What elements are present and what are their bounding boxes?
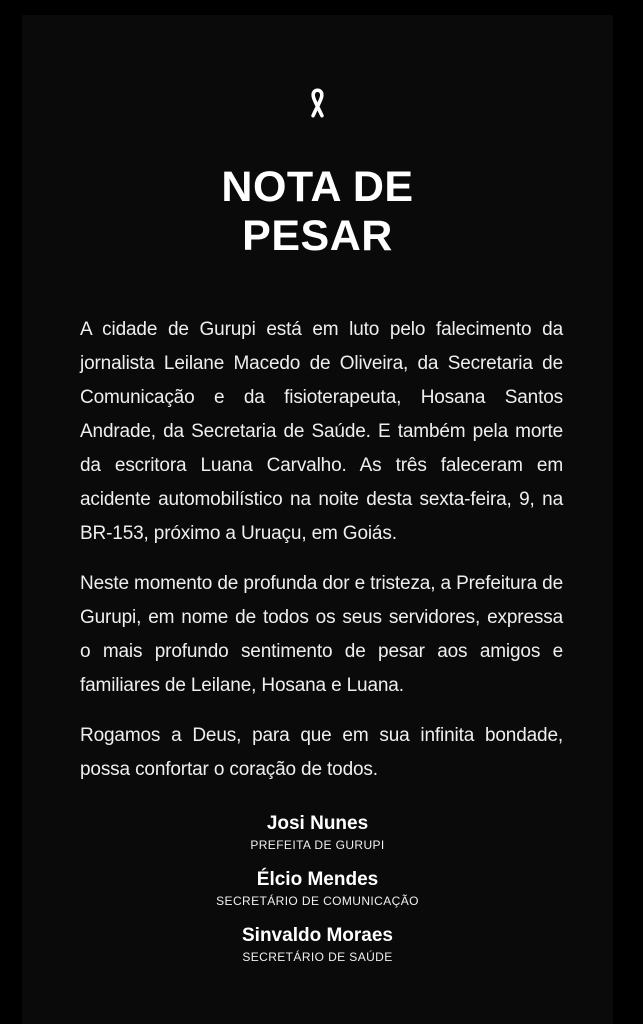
mourning-ribbon-icon	[307, 85, 328, 123]
title-line-2: PESAR	[242, 212, 393, 260]
signature-role: SECRETÁRIO DE COMUNICAÇÃO	[216, 894, 419, 908]
note-body	[22, 313, 613, 787]
page-title	[22, 163, 613, 261]
signature-name: Élcio Mendes	[256, 869, 379, 890]
paragraph-2: Neste momento de profunda dor e tristeza, a Prefeitura de Gurupi, em nome de todos os seus servidores, expressa o mais profundo sentimento de pesar aos amigos e familiares de Leilane, Hosana e Luana.	[80, 573, 563, 696]
note-card	[22, 15, 613, 1024]
paragraph-3: Rogamos a Deus, para que em sua infinita bondade, possa confortar o coração de todos.	[80, 725, 563, 780]
signature-block-mayor	[22, 813, 613, 853]
signature-name: Sinvaldo Moraes	[242, 925, 393, 946]
paragraph-1: A cidade de Gurupi está em luto pelo falecimento da jornalista Leilane Macedo de Oliveira, da Secretaria de Comunicação e da fisioterapeuta, Hosana Santos Andrade, da Secretaria de Saúde. E também pela morte da escritora Luana Carvalho. As três faleceram em acidente automobilístico na noite desta sexta-feira, 9, na BR-153, próximo a Uruaçu, em Goiás.	[80, 319, 563, 544]
ribbon-container	[22, 85, 613, 123]
signatures-section	[22, 813, 613, 965]
signature-role: SECRETÁRIO DE SAÚDE	[242, 950, 393, 964]
signature-name: Josi Nunes	[266, 813, 369, 834]
signature-block-communication	[22, 869, 613, 909]
signature-role: PREFEITA DE GURUPI	[250, 838, 385, 852]
signature-block-health	[22, 925, 613, 965]
title-line-1: NOTA DE	[221, 163, 414, 211]
